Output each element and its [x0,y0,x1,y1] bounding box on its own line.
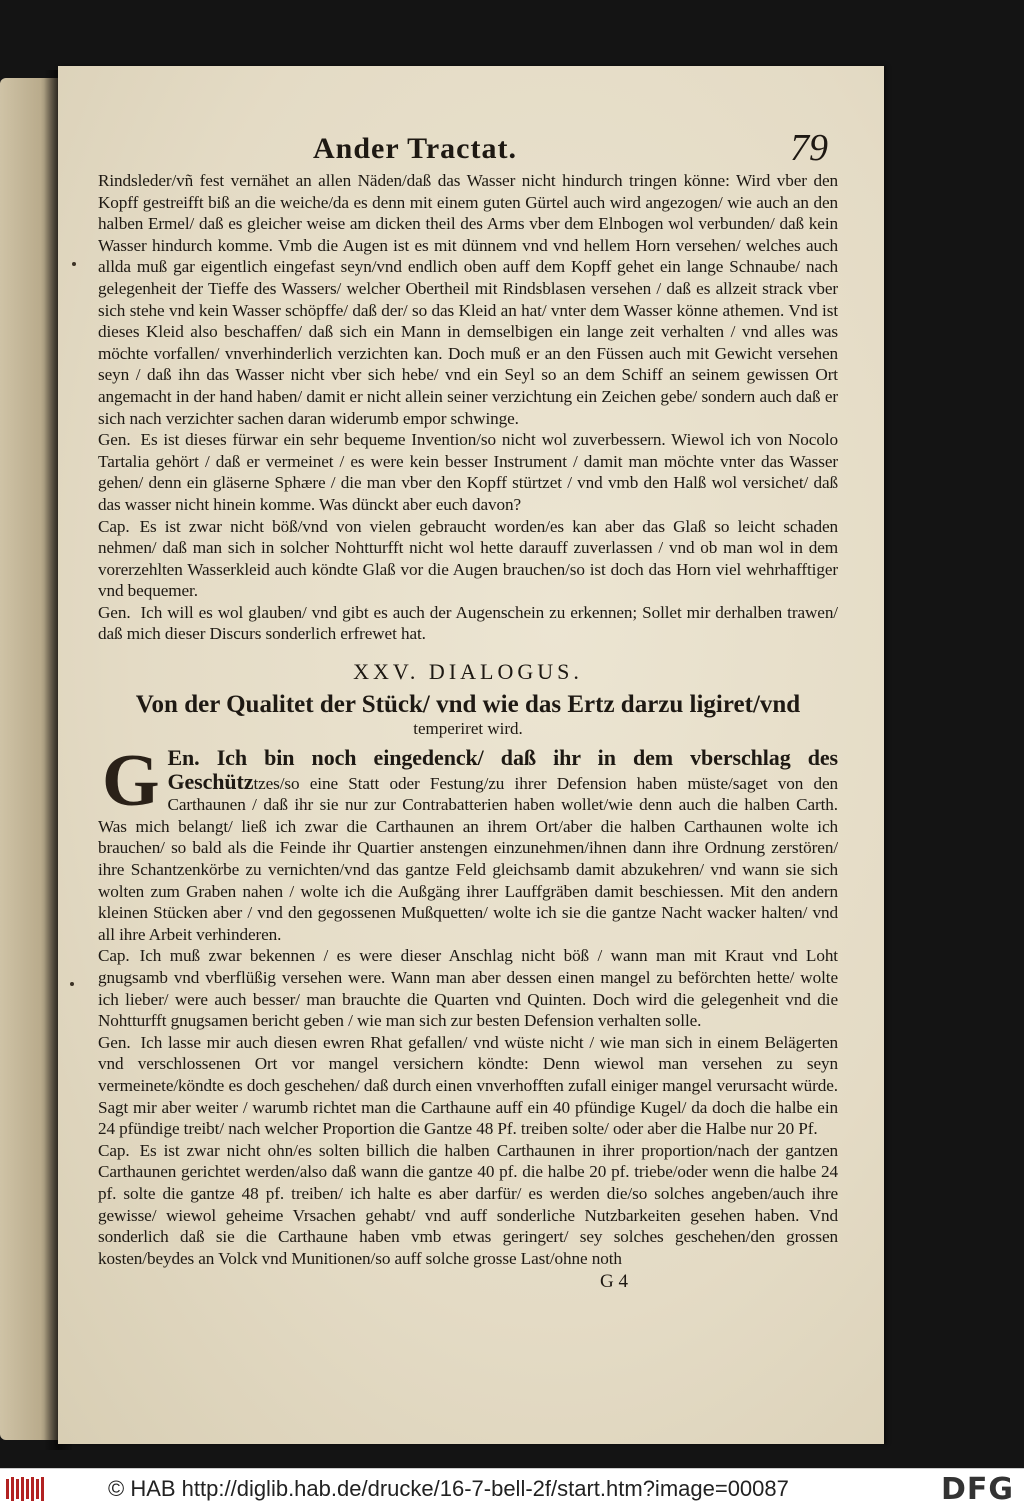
running-head-title: Ander Tractat. [313,132,517,165]
dialogue-paragraph [98,1032,838,1140]
page-content [98,126,838,1293]
dialogue-text: Ich muß zwar bekennen / es were dieser Anschlag nicht böß / wann man mit Kraut vnd Loht gnugsamb vnd vberflüßig versehen were. Wann man aber dessen einen mangel zu beförchten hette/ wolte ich lieber/ were auch besser/ man brauchte die Quarten vnd Quinten. Doch wird die gelegenheit vnd die Nohtturfft gnugsamen bericht geben / wie man sich zur besten Defension verhalten solle. [98,946,838,1031]
dialogue-text: Ich will es wol glauben/ vnd gibt es auch der Augenschein zu erkennen; Sollet mir derhalben trawen/ daß mich dieser Discurs sonderlich erfrewet hat. [98,602,838,644]
dialogue-paragraph [98,602,838,645]
speaker-label: Cap. [98,516,130,536]
speaker-label: Cap. [98,946,130,966]
dialogue-text: tzes/so eine Statt oder Festung/zu ihrer Defension haben müste/saget von den Carthaunen / daß ihr sie nur zur Contrabatterien haben wollet/wie denn auch die halben Carth. Was mich belangt/ ließ ich zwar die Carthaunen an ihrem Ort/aber die halben Carthaunen wolte ich brauchen/ so bald als die Feinde ihr Quartier anstengen einzunehmen/ihnen dann ihre Ordnung zerstören/ ihre Schantzenkörbe zu vernichten/vnd das gantze Feld gleichsamb damit abzukehren/ vnd wann sie sich wolten zum Graben nahen / wolte ich die Außgäng ihrer Lauffgräben damit beschiessen. Mit den andern kleinen Stücken aber / vnd den gegossenen Mußquetten/ wolte ich sie die gantze Nacht wacker halten/ vnd all ihre Arbeit verhinderen. [98,773,838,944]
speaker-label: Cap. [98,1140,130,1160]
margin-mark [70,982,74,986]
speaker-label: Gen. [98,430,131,450]
dialogue-text: Ich lasse mir auch diesen ewren Rhat gefallen/ vnd wüste nicht / wie man sich in einem Belägerten vnd verschlossenen Ort vor mangel versichern köndte: Denn wiewol man versehen zu seyn vermeinete/köndte es doch geschehen/ daß durch einen vnverhofften zufall einiger mangel verursacht würde. Sagt mir aber weiter / warumb richtet man die Carthaune auff ein 40 pfündige Kugel/ da doch die halbe ein 24 pfündige treibt/ nach welcher Proportion die Gantze 48 Pf. treiben solte/ oder aber die Halbe nur 20 Pf. [98,1032,838,1139]
dialogue-text: Es ist dieses fürwar ein sehr bequeme Invention/so nicht wol zuverbessern. Wiewol ich von Nocolo Tartalia gehört / daß er vermeinet / es were kein besser Instrument / damit man möchte vnter das Wasser gehen/ denn ein gläserne Sphære / die man vber den Kopff stürtzet / vnd vmb den Halß wol versichet/ daß das wasser nicht hinein komme. Was dünckt aber euch davon? [98,430,838,514]
folio-number: 79 [790,127,828,169]
chapter-title: Von der Qualitet der Stück/ vnd wie das Ertz darzu ligiret/vnd [135,691,801,719]
dialogue-text: Es ist zwar nicht böß/vnd von vielen gebraucht worden/es kan aber das Glaß so leicht schaden nehmen/ daß man sich in solcher Nohtturfft nicht wol hette darauff zuverlassen / vnd ob man wol in dem vorerzehlten Wasserkleid auch köndte Glaß vor die Augen brauchen/so ist doch das Horn viel wehrhafftiger vnd bequemer. [98,516,838,601]
dialogue-text: Es ist zwar nicht ohn/es solten billich die halben Carthaunen in ihrer proportion/nach der gantzen Carthaunen gerichtet werden/also daß wann die gantze 40 pf. die halbe 20 pf. triebe/oder wenn die halbe 24 pf. solte die gantze 48 pf. treiben/ ich halte es aber darfür/ es werden die/so solches angeben/auch ihre gewisse/ wiewol geheime Vrsachen gehabt/ vnd auff sonderliche Nutzbarkeiten gesehen haben. Vnd sonderlich daß sie die Carthaune haben vmb etwas geringert/ sey solches geschehen/den grossen kosten/beydes an Volck vnd Munitionen/so auff solche grosse Last/ohne noth [98,1140,838,1268]
speaker-label: Gen. [98,1032,131,1052]
running-head [98,126,838,170]
chapter-subtitle: temperiret wird. [413,719,523,739]
book-spines-icon [6,1477,46,1501]
footer-bar [0,1468,1024,1508]
dialogue-paragraph [98,945,838,1031]
chapter-number: XXV. DIALOGUS. [353,659,583,685]
dialogue-section-1 [98,429,838,645]
decorated-initial: G [102,740,160,823]
text-block-1 [98,170,838,429]
dfg-logo: DFG [940,1472,1014,1507]
opening-paragraph [98,740,838,945]
margin-mark [72,262,76,266]
dialogue-paragraph [98,516,838,602]
speaker-label: Gen. [98,602,131,622]
copyright-url-link[interactable]: © HAB http://diglib.hab.de/drucke/16-7-bell-2f/start.htm?image=00087 [108,1476,789,1501]
dialogue-section-2 [98,740,838,1269]
opening-lead: En. Ich bin noch eingedenck/ daß ihr in dem vberschlag des Geschütz [167,745,838,794]
paragraph: Rindsleder/vñ fest vernähet an allen Näden/daß das Wasser nicht hindurch tringen könne: Wird vber den Kopff gestreifft biß an die weiche/da es denn mit einem guten Gürtel auch wird angezogen/ wie auch an den halben Ermel/ daß es gleicher weise am dicken theil des Arms vber dem Elnbogen wol verbunden/ daß kein Wasser hindurch komme. Vmb die Augen ist es mit dünnem vnd vnd hellem Horn versehen/ welches auch allda muß gar eigentlich eingefast seyn/vnd endlich oben auff dem Kopff gehet ein lange Schnaube/ nach gelegenheit der Tieffe des Wassers/ welcher Obertheil mit Rindsblasen versehen / daß es allzeit strack vber sich stehe vnd kein Wasser schöpffe/ daß der/ so das Kleid an hat/ vnter dem Wasser könne athemen. Vnd ist dieses Kleid also beschaffen/ daß sich ein Mann in demselbigen ein lange zeit verhalten / vnd alles was möchte vorfallen/ vnverhinderlich verzichten kan. Doch muß er an den Füssen auch mit Gewicht versehen seyn / daß ihn das Wasser nicht vber sich hebe/ vnd ein Seyl so an dem Schiff an seinem gewissen Ort angemacht in der hand haben/ damit er nicht allein seiner verzichtung ein Zeichen gebe/ sondern auch daß er sich nach verzichter sachen daran widerumb empor schwinge. [98,171,838,428]
signature-mark: G 4 [600,1271,628,1293]
dialogue-paragraph [98,429,838,515]
book-page [58,66,884,1444]
dialogue-paragraph [98,1140,838,1270]
